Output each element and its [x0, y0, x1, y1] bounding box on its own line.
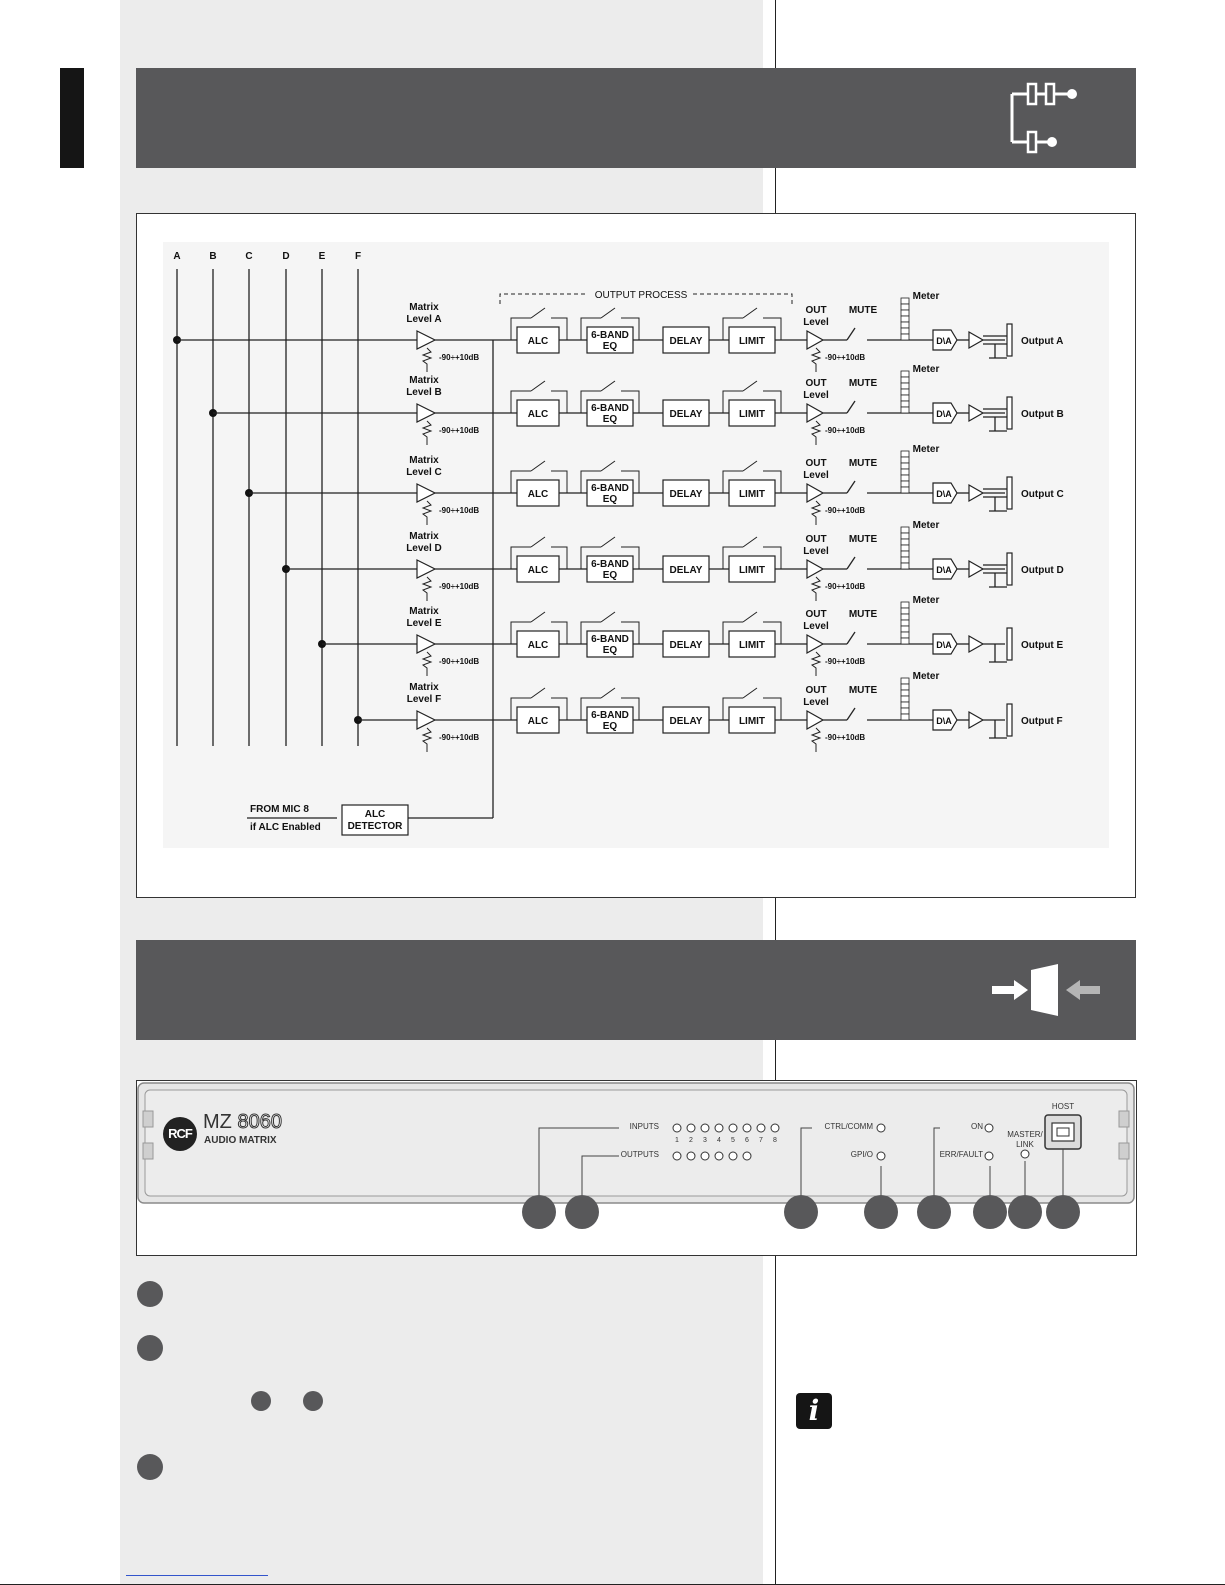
mute-label: MUTE — [848, 305, 878, 316]
eq-label: EQ — [602, 570, 618, 581]
matrix-label: Matrix — [409, 302, 439, 313]
delay-label: DELAY — [669, 565, 703, 576]
eq-label: 6-BAND — [591, 710, 629, 721]
gain-range: -90÷+10dB — [825, 582, 866, 591]
mute-label: MUTE — [848, 378, 878, 389]
output-label: Output C — [1021, 489, 1064, 500]
gain-range: -90÷+10dB — [825, 733, 866, 742]
input-led — [757, 1124, 765, 1132]
input-led — [701, 1124, 709, 1132]
bus-label: C — [245, 251, 253, 262]
gain-range: -90÷+10dB — [439, 426, 480, 435]
model-subtitle: AUDIO MATRIX — [204, 1135, 277, 1146]
alc-label: ALC — [527, 565, 549, 576]
meter-segment — [901, 696, 909, 702]
on-led — [985, 1124, 993, 1132]
meter-segment — [901, 551, 909, 557]
meter-segment — [901, 678, 909, 684]
channel-number: 8 — [773, 1137, 777, 1144]
description-bullet — [137, 1335, 163, 1361]
meter-segment — [901, 527, 909, 533]
bus-label: E — [318, 251, 326, 262]
input-led — [673, 1124, 681, 1132]
meter-segment — [901, 475, 909, 481]
meter-segment — [901, 638, 909, 644]
meter-segment — [901, 708, 909, 714]
meter-segment — [901, 481, 909, 487]
channel-number: 6 — [745, 1137, 749, 1144]
output-led — [729, 1152, 737, 1160]
meter-segment — [901, 608, 909, 614]
matrix-label: Matrix — [409, 531, 439, 542]
alc-label: ALC — [527, 716, 549, 727]
mute-label: MUTE — [848, 458, 878, 469]
description-bullet — [137, 1281, 163, 1307]
delay-label: DELAY — [669, 336, 703, 347]
channel-number: 3 — [703, 1137, 707, 1144]
meter-segment — [901, 632, 909, 638]
mute-label: MUTE — [848, 534, 878, 545]
meter-segment — [901, 487, 909, 493]
front-panel-figure — [136, 1080, 1137, 1256]
gain-range: -90÷+10dB — [439, 582, 480, 591]
meter-segment — [901, 383, 909, 389]
err-fault-label: ERR/FAULT — [939, 1150, 983, 1159]
model-text: MZ — [203, 1111, 232, 1133]
out-level-label: OUT — [805, 378, 827, 389]
meter-label: Meter — [912, 671, 940, 682]
eq-label: 6-BAND — [591, 403, 629, 414]
gain-range: -90÷+10dB — [825, 657, 866, 666]
eq-label: EQ — [602, 341, 618, 352]
section-tab — [60, 68, 84, 168]
matrix-level-label: Level A — [406, 314, 442, 325]
input-led — [729, 1124, 737, 1132]
block-diagram-svg — [137, 214, 1135, 897]
channel-number: 1 — [675, 1137, 679, 1144]
callout-marker — [917, 1195, 951, 1229]
channel-number: 5 — [731, 1137, 735, 1144]
out-level-label: OUT — [805, 685, 827, 696]
meter-segment — [901, 614, 909, 620]
callout-marker — [864, 1195, 898, 1229]
eq-label: EQ — [602, 645, 618, 656]
da-label: D\A — [936, 489, 952, 499]
gain-range: -90÷+10dB — [439, 657, 480, 666]
meter-segment — [901, 602, 909, 608]
gpio-label: GPI/O — [850, 1150, 873, 1159]
meter-label: Meter — [912, 520, 940, 531]
meter-segment — [901, 377, 909, 383]
limit-label: LIMIT — [738, 489, 766, 500]
err-fault-led — [985, 1152, 993, 1160]
gain-range: -90÷+10dB — [825, 506, 866, 515]
rcf-logo — [163, 1117, 197, 1151]
eq-label: 6-BAND — [591, 483, 629, 494]
out-level-label: OUT — [805, 458, 827, 469]
matrix-label: Matrix — [409, 682, 439, 693]
host-label: HOST — [1051, 1102, 1075, 1111]
matrix-level-label: Level F — [406, 694, 442, 705]
meter-segment — [901, 451, 909, 457]
meter-segment — [901, 407, 909, 413]
outputs-label: OUTPUTS — [620, 1150, 659, 1159]
inputs-label: INPUTS — [629, 1122, 659, 1131]
master-text: MASTER/ — [1007, 1130, 1043, 1139]
alc-detector-label: DETECTOR — [347, 821, 403, 832]
eq-label: EQ — [602, 494, 618, 505]
output-process-label: OUTPUT PROCESS — [594, 290, 688, 301]
limit-label: LIMIT — [738, 565, 766, 576]
da-label: D\A — [936, 640, 952, 650]
matrix-label: Matrix — [409, 375, 439, 386]
delay-label: DELAY — [669, 640, 703, 651]
meter-segment — [901, 316, 909, 322]
out-level-label: OUT — [805, 305, 827, 316]
alc-label: ALC — [527, 409, 549, 420]
delay-label: DELAY — [669, 716, 703, 727]
da-label: D\A — [936, 565, 952, 575]
eq-label: EQ — [602, 414, 618, 425]
delay-label: DELAY — [669, 489, 703, 500]
meter-segment — [901, 684, 909, 690]
da-label: D\A — [936, 409, 952, 419]
output-led — [715, 1152, 723, 1160]
meter-segment — [901, 545, 909, 551]
eq-label: EQ — [602, 721, 618, 732]
out-level-label: Level — [803, 621, 829, 632]
out-level-label: Level — [803, 390, 829, 401]
master-link-led — [1021, 1150, 1029, 1158]
output-connector — [1007, 628, 1012, 660]
front-panel-banner — [136, 940, 1136, 1040]
output-connector — [1007, 704, 1012, 736]
meter-segment — [901, 334, 909, 340]
input-led — [743, 1124, 751, 1132]
meter-segment — [901, 328, 909, 334]
meter-label: Meter — [912, 291, 940, 302]
matrix-level-label: Level B — [406, 387, 442, 398]
output-label: Output E — [1021, 640, 1064, 651]
limit-label: LIMIT — [738, 336, 766, 347]
block-diagram — [136, 213, 1136, 898]
input-led — [715, 1124, 723, 1132]
output-label: Output B — [1021, 409, 1064, 420]
output-connector — [1007, 324, 1012, 356]
channel-number: 4 — [717, 1137, 721, 1144]
gain-range: -90÷+10dB — [825, 353, 866, 362]
matrix-label: Matrix — [409, 606, 439, 617]
matrix-label: Matrix — [409, 455, 439, 466]
link-text: LINK — [1016, 1140, 1034, 1149]
meter-segment — [901, 310, 909, 316]
bus-label: F — [354, 251, 362, 262]
output-connector — [1007, 553, 1012, 585]
callout-marker — [522, 1195, 556, 1229]
meter-segment — [901, 620, 909, 626]
callout-marker — [1046, 1195, 1080, 1229]
meter-label: Meter — [912, 364, 940, 375]
callout-marker — [784, 1195, 818, 1229]
eq-label: 6-BAND — [591, 330, 629, 341]
meter-segment — [901, 298, 909, 304]
alc-label: ALC — [527, 640, 549, 651]
meter-segment — [901, 469, 909, 475]
out-level-label: OUT — [805, 609, 827, 620]
da-label: D\A — [936, 336, 952, 346]
matrix-level-label: Level E — [406, 618, 442, 629]
output-led — [673, 1152, 681, 1160]
alc-label: ALC — [527, 336, 549, 347]
meter-segment — [901, 714, 909, 720]
input-output-icon — [986, 960, 1106, 1020]
meter-label: Meter — [912, 595, 940, 606]
gain-range: -90÷+10dB — [825, 426, 866, 435]
delay-label: DELAY — [669, 409, 703, 420]
master-link-label — [997, 1130, 1053, 1150]
meter-segment — [901, 539, 909, 545]
mute-label: MUTE — [848, 685, 878, 696]
meter-segment — [901, 457, 909, 463]
meter-segment — [901, 322, 909, 328]
callout-marker — [973, 1195, 1007, 1229]
output-label: Output F — [1021, 716, 1063, 727]
matrix-level-label: Level C — [406, 467, 442, 478]
if-alc-label: if ALC Enabled — [250, 822, 321, 833]
output-led — [743, 1152, 751, 1160]
inline-bullet — [251, 1391, 271, 1411]
matrix-level-label: Level D — [406, 543, 442, 554]
info-icon: i — [796, 1393, 832, 1429]
output-label: Output D — [1021, 565, 1064, 576]
alc-label: ALC — [527, 489, 549, 500]
callout-marker — [1008, 1195, 1042, 1229]
limit-label: LIMIT — [738, 640, 766, 651]
meter-segment — [901, 690, 909, 696]
block-diagram-banner — [136, 68, 1136, 168]
input-led — [687, 1124, 695, 1132]
from-mic-label: FROM MIC 8 — [250, 804, 309, 815]
meter-segment — [901, 395, 909, 401]
meter-segment — [901, 304, 909, 310]
footer-link-line — [126, 1575, 268, 1576]
meter-segment — [901, 702, 909, 708]
gain-range: -90÷+10dB — [439, 353, 480, 362]
brand-text: RCF — [168, 1126, 192, 1141]
on-label: ON — [971, 1122, 983, 1131]
meter-segment — [901, 557, 909, 563]
output-label: Output A — [1021, 336, 1064, 347]
output-connector — [1007, 477, 1012, 509]
channel-number: 7 — [759, 1137, 763, 1144]
output-led — [687, 1152, 695, 1160]
limit-label: LIMIT — [738, 716, 766, 727]
ctrl-comm-label: CTRL/COMM — [824, 1122, 873, 1131]
output-led — [701, 1152, 709, 1160]
bus-label: D — [282, 251, 290, 262]
diagram-background — [163, 242, 1109, 848]
gain-range: -90÷+10dB — [439, 506, 480, 515]
signal-routing-icon — [1006, 78, 1096, 158]
output-connector — [1007, 397, 1012, 429]
out-level-label: OUT — [805, 534, 827, 545]
out-level-label: Level — [803, 470, 829, 481]
bus-label: A — [173, 251, 181, 262]
inline-bullet — [303, 1391, 323, 1411]
eq-label: 6-BAND — [591, 634, 629, 645]
model-number: 8060 — [237, 1111, 282, 1133]
out-level-label: Level — [803, 546, 829, 557]
da-label: D\A — [936, 716, 952, 726]
meter-segment — [901, 533, 909, 539]
out-level-label: Level — [803, 317, 829, 328]
bus-label: B — [209, 251, 217, 262]
limit-label: LIMIT — [738, 409, 766, 420]
callout-marker — [565, 1195, 599, 1229]
meter-segment — [901, 626, 909, 632]
meter-segment — [901, 563, 909, 569]
eq-label: 6-BAND — [591, 559, 629, 570]
front-panel-drawing — [137, 1081, 1136, 1255]
meter-label: Meter — [912, 444, 940, 455]
meter-segment — [901, 401, 909, 407]
gpio-led — [877, 1152, 885, 1160]
ctrl-comm-led — [877, 1124, 885, 1132]
meter-segment — [901, 463, 909, 469]
model-name — [203, 1111, 282, 1134]
meter-segment — [901, 389, 909, 395]
gain-range: -90÷+10dB — [439, 733, 480, 742]
meter-segment — [901, 371, 909, 377]
mute-label: MUTE — [848, 609, 878, 620]
alc-detector-label: ALC — [364, 809, 386, 820]
out-level-label: Level — [803, 697, 829, 708]
channel-number: 2 — [689, 1137, 693, 1144]
description-bullet — [137, 1454, 163, 1480]
